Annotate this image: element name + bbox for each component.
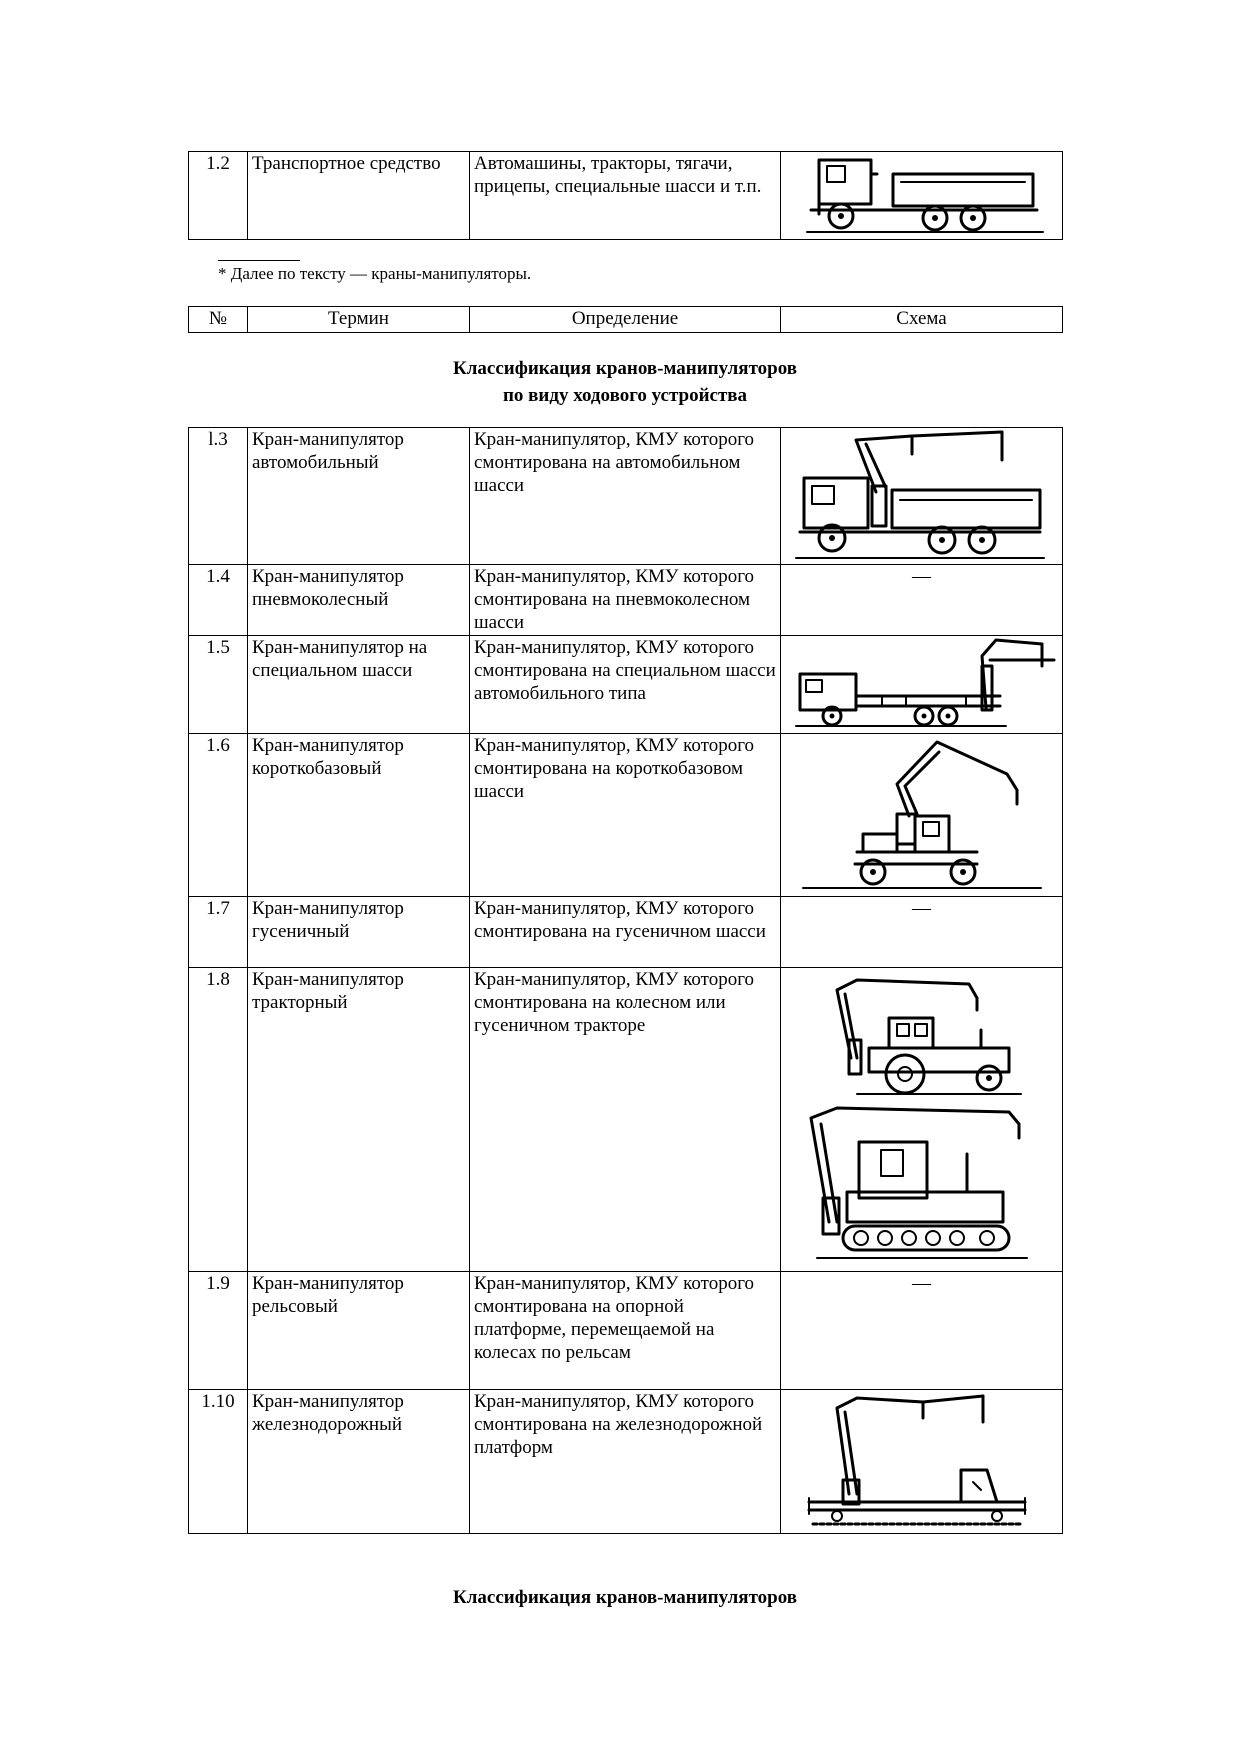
- table-vehicle: [188, 151, 1063, 240]
- row-number: 1.5: [189, 636, 248, 734]
- row-schema-empty: —: [781, 897, 1063, 968]
- table-row: [189, 968, 1063, 1272]
- table-row: [189, 734, 1063, 897]
- table-row: [189, 152, 1063, 240]
- row-definition: Автомашины, тракторы, тягачи, прицепы, специальные шасси и т.п.: [470, 152, 781, 240]
- row-schema: [781, 636, 1063, 734]
- row-number: 1.4: [189, 565, 248, 636]
- row-definition: Кран-манипулятор, КМУ которого смонтирована на короткобазовом шасси: [470, 734, 781, 897]
- row-definition: Кран-манипулятор, КМУ которого смонтирована на колесном или гусеничном тракторе: [470, 968, 781, 1272]
- table-row: [189, 636, 1063, 734]
- table-row: [189, 897, 1063, 968]
- section-title-line1: Классификация кранов-манипуляторов: [452, 358, 798, 379]
- row-number: 1.9: [189, 1272, 248, 1390]
- row-definition: Кран-манипулятор, КМУ которого смонтирована на пневмоколесном шасси: [470, 565, 781, 636]
- table-crane-classification: [188, 427, 1063, 1534]
- section-title-line2: по виду ходового устройства: [502, 385, 748, 406]
- row-term: Кран-манипулятор автомобильный: [248, 428, 470, 565]
- truck-drawing: [797, 152, 1047, 236]
- truck-crane-drawing: [792, 428, 1052, 562]
- row-term: Кран-манипулятор короткобазовый: [248, 734, 470, 897]
- row-definition: Кран-манипулятор, КМУ которого смонтирована на автомобильном шасси: [470, 428, 781, 565]
- row-number: l.3: [189, 428, 248, 565]
- header-term: Термин: [248, 307, 470, 333]
- section-title: [188, 355, 1062, 409]
- row-definition: Кран-манипулятор, КМУ которого смонтирована на железнодорожной платформ: [470, 1390, 781, 1534]
- table-row: [189, 1390, 1063, 1534]
- row-definition: Кран-манипулятор, КМУ которого смонтирована на гусеничном шасси: [470, 897, 781, 968]
- row-schema: [781, 1390, 1063, 1534]
- table-row: [189, 428, 1063, 565]
- row-term: Кран-манипулятор железнодорожный: [248, 1390, 470, 1534]
- table-row: [189, 565, 1063, 636]
- row-term: Кран-манипулятор рельсовый: [248, 1272, 470, 1390]
- crawler-tractor-crane-drawing: [797, 1102, 1047, 1262]
- section-title-2: [188, 1584, 1062, 1611]
- railway-crane-drawing: [797, 1390, 1047, 1530]
- short-base-crane-drawing: [797, 734, 1047, 892]
- row-number: 1.2: [189, 152, 248, 240]
- section-title-2-line1: Классификация кранов-манипуляторов: [452, 1587, 798, 1608]
- row-term: Кран-манипулятор тракторный: [248, 968, 470, 1272]
- row-definition: Кран-манипулятор, КМУ которого смонтирована на опорной платформе, перемещаемой на колесах по рельсам: [470, 1272, 781, 1390]
- table-row: [189, 1272, 1063, 1390]
- footnote-rule: [218, 260, 300, 261]
- row-number: 1.8: [189, 968, 248, 1272]
- row-schema: [781, 734, 1063, 897]
- footnote: * Далее по тексту — краны-манипуляторы.: [218, 264, 532, 283]
- table-header: [188, 306, 1063, 333]
- header-row: [189, 307, 1063, 333]
- header-definition: Определение: [470, 307, 781, 333]
- row-number: 1.6: [189, 734, 248, 897]
- wheeled-tractor-crane-drawing: [797, 970, 1047, 1096]
- row-number: 1.7: [189, 897, 248, 968]
- row-schema: [781, 428, 1063, 565]
- row-schema-empty: —: [781, 565, 1063, 636]
- row-term: Кран-манипулятор на специальном шасси: [248, 636, 470, 734]
- header-num: №: [189, 307, 248, 333]
- header-schema: Схема: [781, 307, 1063, 333]
- row-term: Кран-манипулятор пневмоколесный: [248, 565, 470, 636]
- special-chassis-crane-drawing: [786, 636, 1058, 730]
- row-schema: [781, 152, 1063, 240]
- row-number: 1.10: [189, 1390, 248, 1534]
- row-term: Кран-манипулятор гусеничный: [248, 897, 470, 968]
- row-schema-empty: —: [781, 1272, 1063, 1390]
- row-term: Транспортное средство: [248, 152, 470, 240]
- row-definition: Кран-манипулятор, КМУ которого смонтирована на специальном шасси автомобильного типа: [470, 636, 781, 734]
- row-schema: [781, 968, 1063, 1272]
